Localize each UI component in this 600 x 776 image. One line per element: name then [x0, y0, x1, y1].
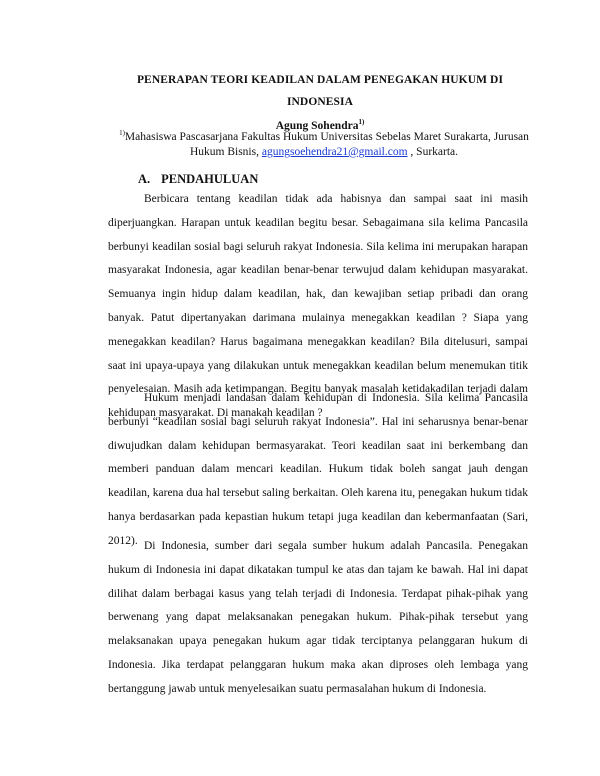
author-email-link[interactable]: agungsoehendra21@gmail.com [261, 145, 408, 158]
paragraph: Hukum menjadi landasan dalam kehidupan di Indonesia. Sila kelima Pancasila berbunyi “keadilan sosial bagi seluruh rakyat Indonesia”. Hal ini seharusnya benar-benar diwujudkan dalam kehidupan bermasyarakat. Teori keadilan saat ini berkembang dan memberi panduan dalam mencari keadilan. Hukum tidak boleh sangat jauh dengan keadilan, karena dua hal tersebut saling berkaitan. Oleh karena itu, penegakan hukum tidak hanya berdasarkan pada kepastian hukum tetapi juga keadilan dan kebermanfaatan (Sari, 2012). [108, 392, 528, 547]
author-superscript: 1) [358, 118, 365, 126]
affiliation-text: Mahasiswa Pascasarjana Fakultas Hukum Universitas Sebelas Maret Surakarta, Jurusan Hukum Bisnis, [124, 130, 529, 158]
title-line-2: INDONESIA [286, 96, 354, 108]
affiliation [104, 126, 544, 160]
section-title: PENDAHULUAN [161, 172, 259, 186]
paragraph: Berbicara tentang keadilan tidak ada habisnya dan sampai saat ini masih diperjuangkan. Harapan untuk keadilan begitu besar. Sebagaimana sila kelima Pancasila berbunyi keadilan sosial bagi seluruh rakyat Indonesia. Sila kelima ini merupakan harapan masyarakat Indonesia, agar keadilan benar-benar terwujud dalam kehidupan masyarakat. Semuanya ingin hidup dalam keadilan, hak, dan kewajiban setiap pribadi dan orang banyak. Patut dipertanyakan darimana mulainya menegakkan keadilan ? Siapa yang menegakkan keadilan? Harus bagaimana menegakkan keadilan? Bila ditelusuri, sampai saat ini upaya-upaya yang dilakukan untuk menegakkan keadilan belum menemukan titik penyelesaian. Masih ada ketimpangan. Begitu banyak masalah ketidakadilan terjadi dalam kehidupan masyarakat. Di manakah keadilan ? [108, 193, 528, 420]
title-line-1: PENERAPAN TEORI KEADILAN DALAM PENEGAKAN HUKUM DI [136, 74, 504, 86]
author-name: Agung Sohendra [275, 119, 359, 132]
section-number: A. [138, 172, 151, 186]
section-heading [138, 172, 258, 187]
affiliation-suffix: , Surkarta. [407, 145, 459, 158]
affiliation-superscript: 1) [119, 129, 125, 137]
paragraph: Di Indonesia, sumber dari segala sumber hukum adalah Pancasila. Penegakan hukum di Indonesia ini dapat dikatakan tumpul ke atas dan tajam ke bawah. Hal ini dapat dilihat dalam berbagai kasus yang telah terjadi di Indonesia. Terdapat pihak-pihak yang berwenang yang dapat melaksanakan penegakan hukum. Pihak-pihak tersebut yang melaksanakan upaya penegakan hukum agar tidak terciptanya pelanggaran hukum di Indonesia. Jika terdapat pelanggaran hukum maka akan diproses oleh lembaga yang bertanggung jawab untuk menyelesaikan suatu permasalahan hukum di Indonesia. [108, 540, 528, 695]
